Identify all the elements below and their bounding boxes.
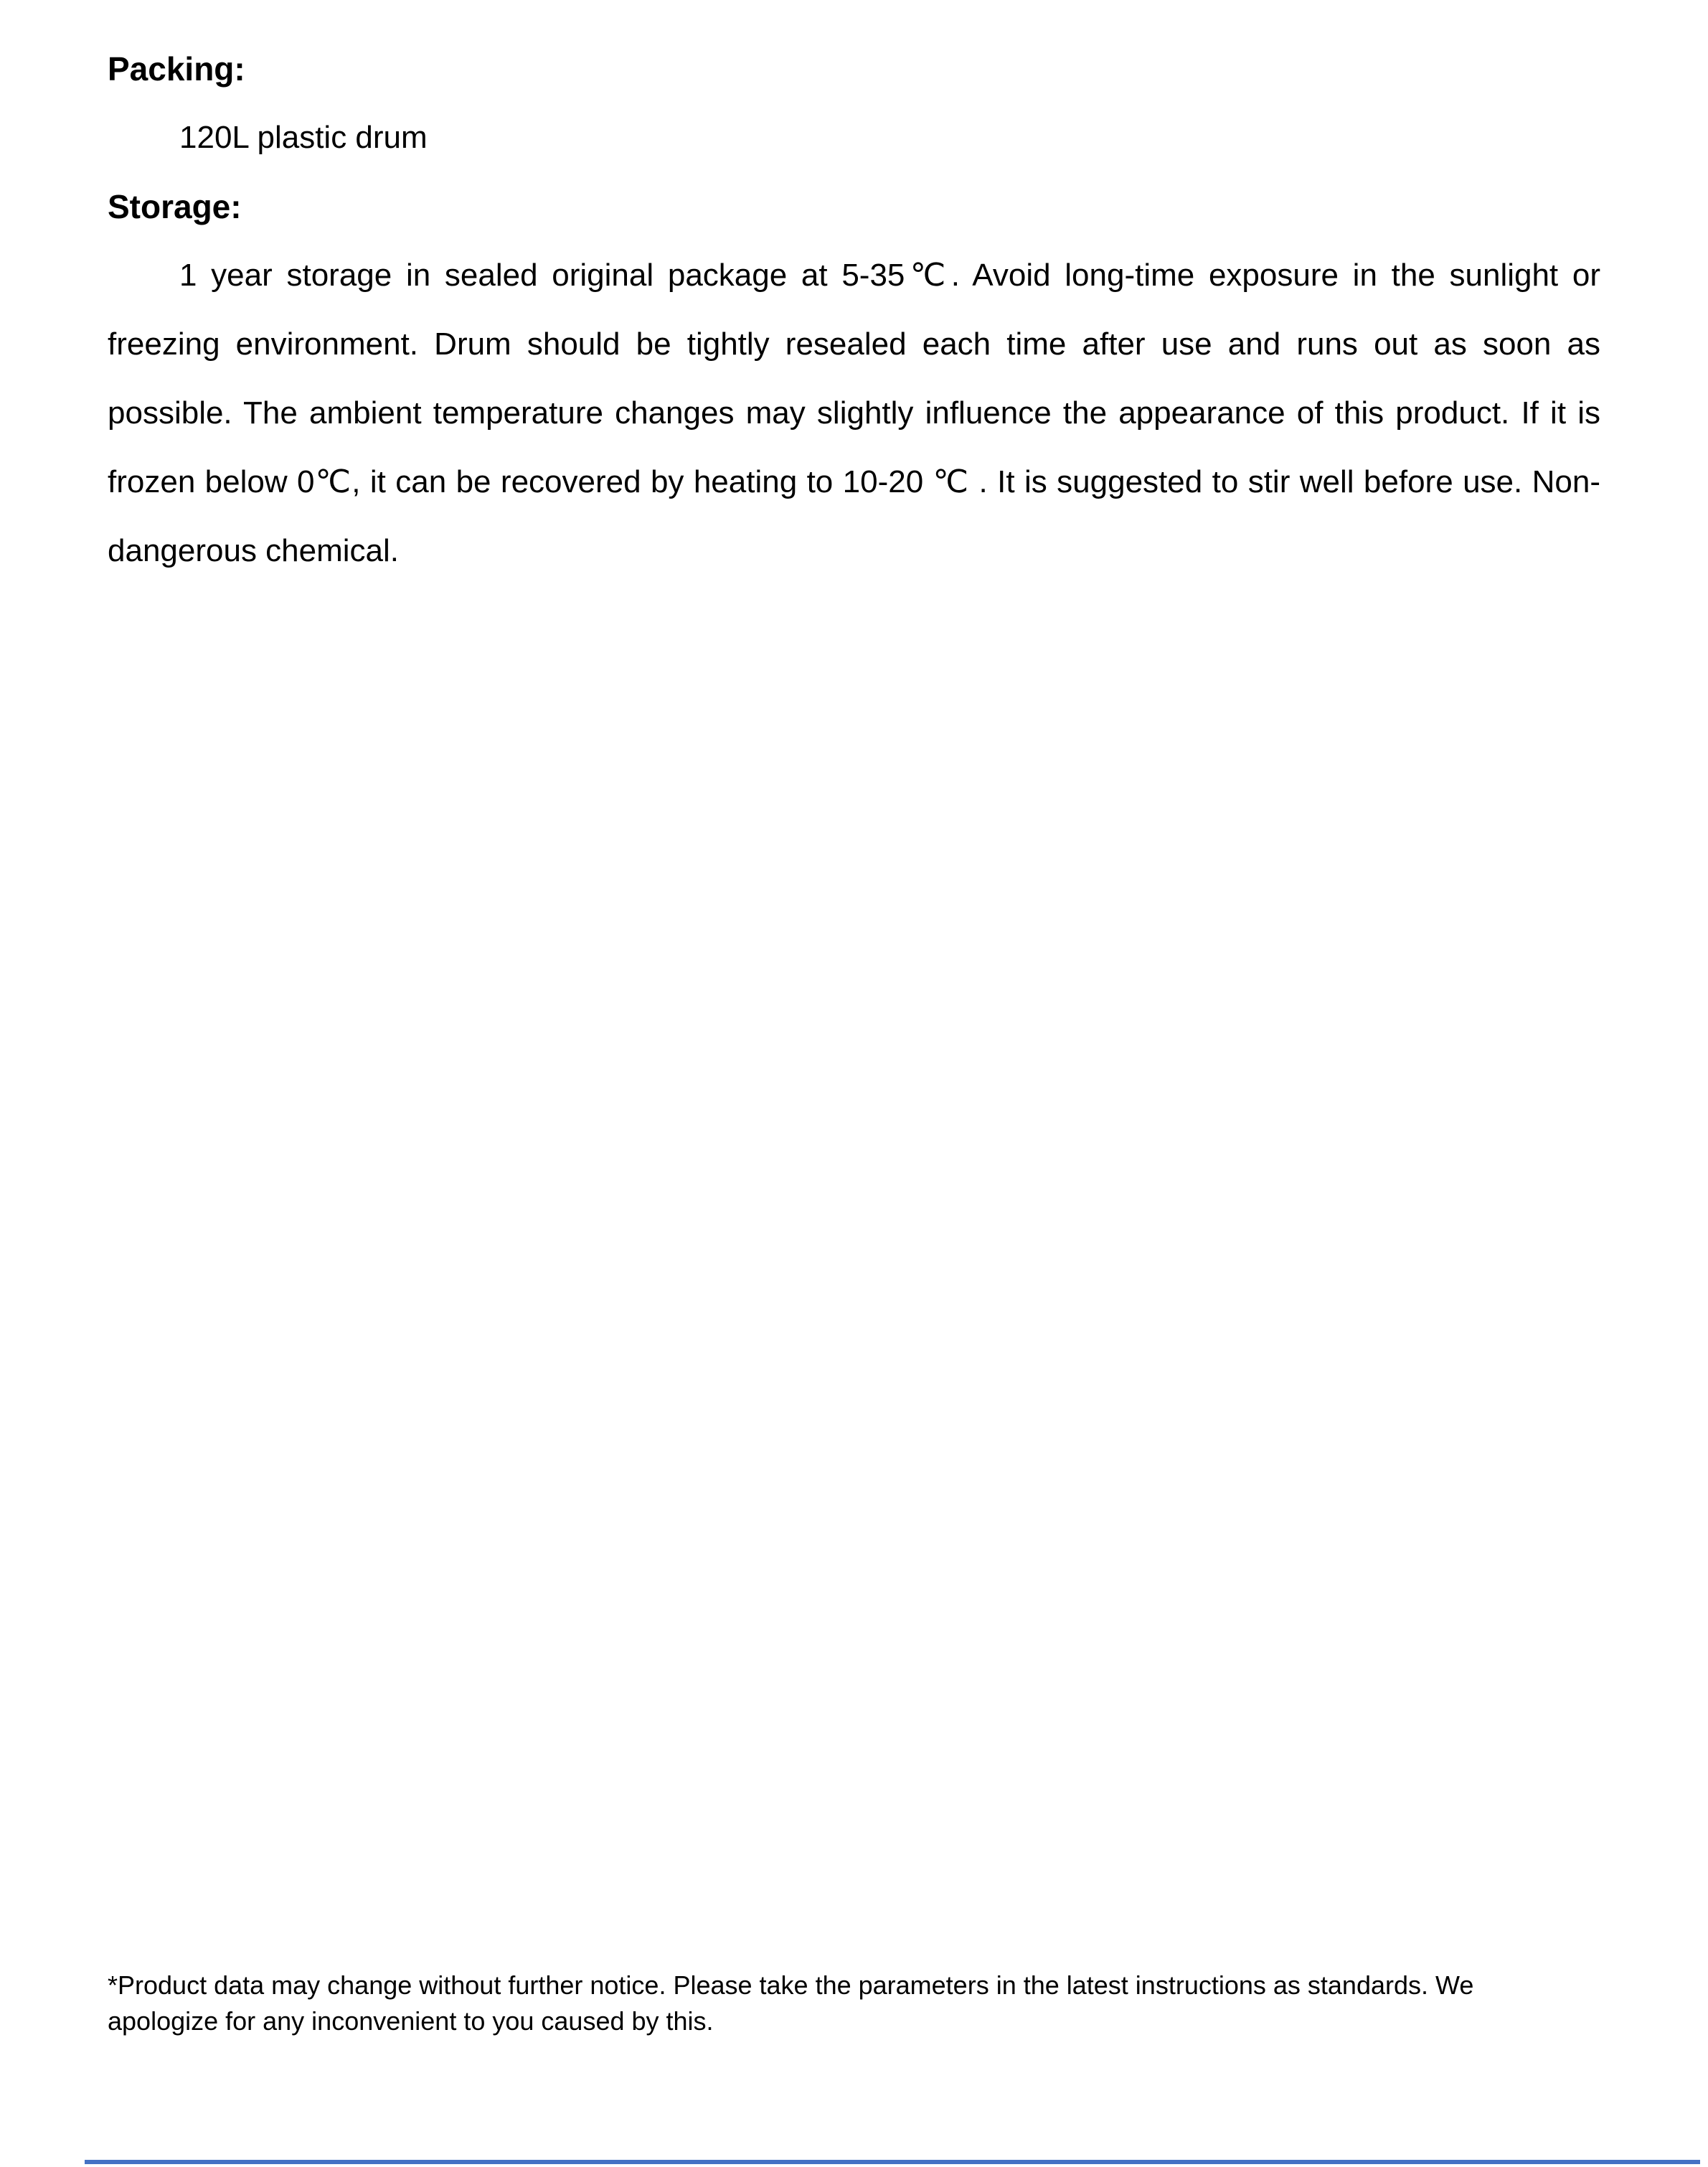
footer-disclaimer-note: *Product data may change without further notice. Please take the parameters in the latest instructions as standards. We apologize for any inconvenient to you caused by this.: [108, 1970, 1474, 2036]
document-content: [108, 34, 1600, 586]
packing-section-heading: Packing:: [108, 50, 245, 88]
packing-item-text: 120L plastic drum: [179, 120, 428, 155]
footer-rule: [85, 2160, 1700, 2164]
storage-section-heading: Storage:: [108, 188, 242, 225]
storage-paragraph: 1 year storage in sealed original package at 5-35℃. Avoid long-time exposure in the sunlight or freezing environment. Drum should be tightly resealed each time after use and runs out as soon as possible. The ambient temperature changes may slightly influence the appearance of this product. If it is frozen below 0℃, it can be recovered by heating to 10-20 ℃ . It is suggested to stir well before use. Non-dangerous chemical.: [108, 258, 1600, 568]
